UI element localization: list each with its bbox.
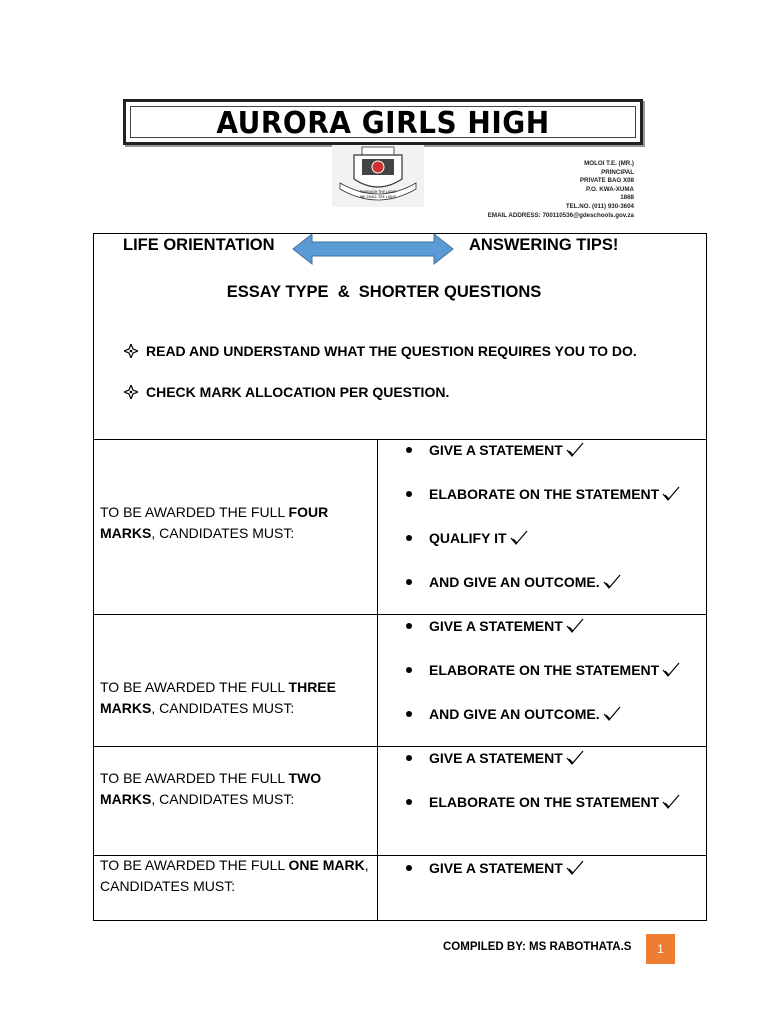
school-address-block xyxy=(488,160,634,220)
page-number-badge: 1 xyxy=(646,934,675,964)
address-line: EMAIL ADDRESS: 700110536@gdeschools.gov.za xyxy=(487,211,634,219)
four-marks-label: FOUR MARKS xyxy=(100,504,329,541)
address-line: PRIVATE BAG X08 xyxy=(579,177,634,185)
diamond-bullet-icon xyxy=(124,344,138,358)
criteria-bullet: AND GIVE AN OUTCOME. xyxy=(406,574,621,590)
instruction-text: READ AND UNDERSTAND WHAT THE QUESTION REQUIRES YOU TO DO. xyxy=(146,343,637,359)
instruction-text: CHECK MARK ALLOCATION PER QUESTION. xyxy=(146,384,450,400)
banner-inner-frame xyxy=(130,106,636,138)
address-line: MOLOI T.E. (MR.) xyxy=(584,160,634,167)
one-mark-label: ONE MARK xyxy=(288,857,365,873)
two-marks-description: TO BE AWARDED THE FULL TWO MARKS, CANDIDATES MUST: xyxy=(100,770,322,807)
double-headed-arrow-icon xyxy=(292,232,454,266)
criteria-bullet: ELABORATE ON THE STATEMENT xyxy=(406,486,680,502)
three-marks-description: TO BE AWARDED THE FULL THREE MARKS, CANDIDATES MUST: xyxy=(100,679,336,716)
criteria-bullet: ELABORATE ON THE STATEMENT xyxy=(406,662,680,678)
address-line: 1868 xyxy=(620,194,634,202)
checkmark-icon xyxy=(566,750,584,766)
criteria-bullet: AND GIVE AN OUTCOME. xyxy=(406,706,621,722)
school-crest-logo xyxy=(332,145,424,207)
instruction-item xyxy=(124,384,449,400)
checkmark-icon xyxy=(662,794,680,810)
two-marks-label: TWO MARKS xyxy=(100,770,322,807)
four-marks-description: TO BE AWARDED THE FULL FOUR MARKS, CANDIDATES MUST: xyxy=(100,504,329,541)
school-name: AURORA GIRLS HIGH xyxy=(216,104,550,140)
checkmark-icon xyxy=(510,530,528,546)
svg-text:THROUGH THY LIGHT: THROUGH THY LIGHT xyxy=(359,190,397,194)
compiled-by: COMPILED BY: MS RABOTHATA.S xyxy=(443,941,632,953)
checkmark-icon xyxy=(662,486,680,502)
subject-title: LIFE ORIENTATION xyxy=(123,236,275,254)
one-mark-description: TO BE AWARDED THE FULL ONE MARK, CANDIDATES MUST: xyxy=(100,857,369,894)
criteria-bullet: GIVE A STATEMENT xyxy=(406,860,584,876)
checkmark-icon xyxy=(566,860,584,876)
answering-tips-title: ANSWERING TIPS! xyxy=(469,236,619,254)
svg-text:WE SHALL SEE LIGHT: WE SHALL SEE LIGHT xyxy=(359,195,397,199)
school-name-banner xyxy=(123,99,643,145)
checkmark-icon xyxy=(662,662,680,678)
checkmark-icon xyxy=(566,442,584,458)
criteria-bullet: GIVE A STATEMENT xyxy=(406,750,584,766)
criteria-bullet: ELABORATE ON THE STATEMENT xyxy=(406,794,680,810)
address-line: TEL.NO. (011) 930-3604 xyxy=(565,202,634,210)
checkmark-icon xyxy=(566,618,584,634)
essay-subtitle: ESSAY TYPE & SHORTER QUESTIONS xyxy=(226,283,542,301)
address-line: P.O. KWA-XUMA xyxy=(585,185,634,193)
checkmark-icon xyxy=(603,574,621,590)
criteria-bullet: GIVE A STATEMENT xyxy=(406,442,584,458)
address-line: PRINCIPAL xyxy=(601,168,634,176)
checkmark-icon xyxy=(603,706,621,722)
diamond-bullet-icon xyxy=(124,385,138,399)
three-marks-label: THREE MARKS xyxy=(100,679,336,716)
instruction-item xyxy=(124,343,637,359)
criteria-bullet: QUALIFY IT xyxy=(406,530,528,546)
criteria-bullet: GIVE A STATEMENT xyxy=(406,618,584,634)
